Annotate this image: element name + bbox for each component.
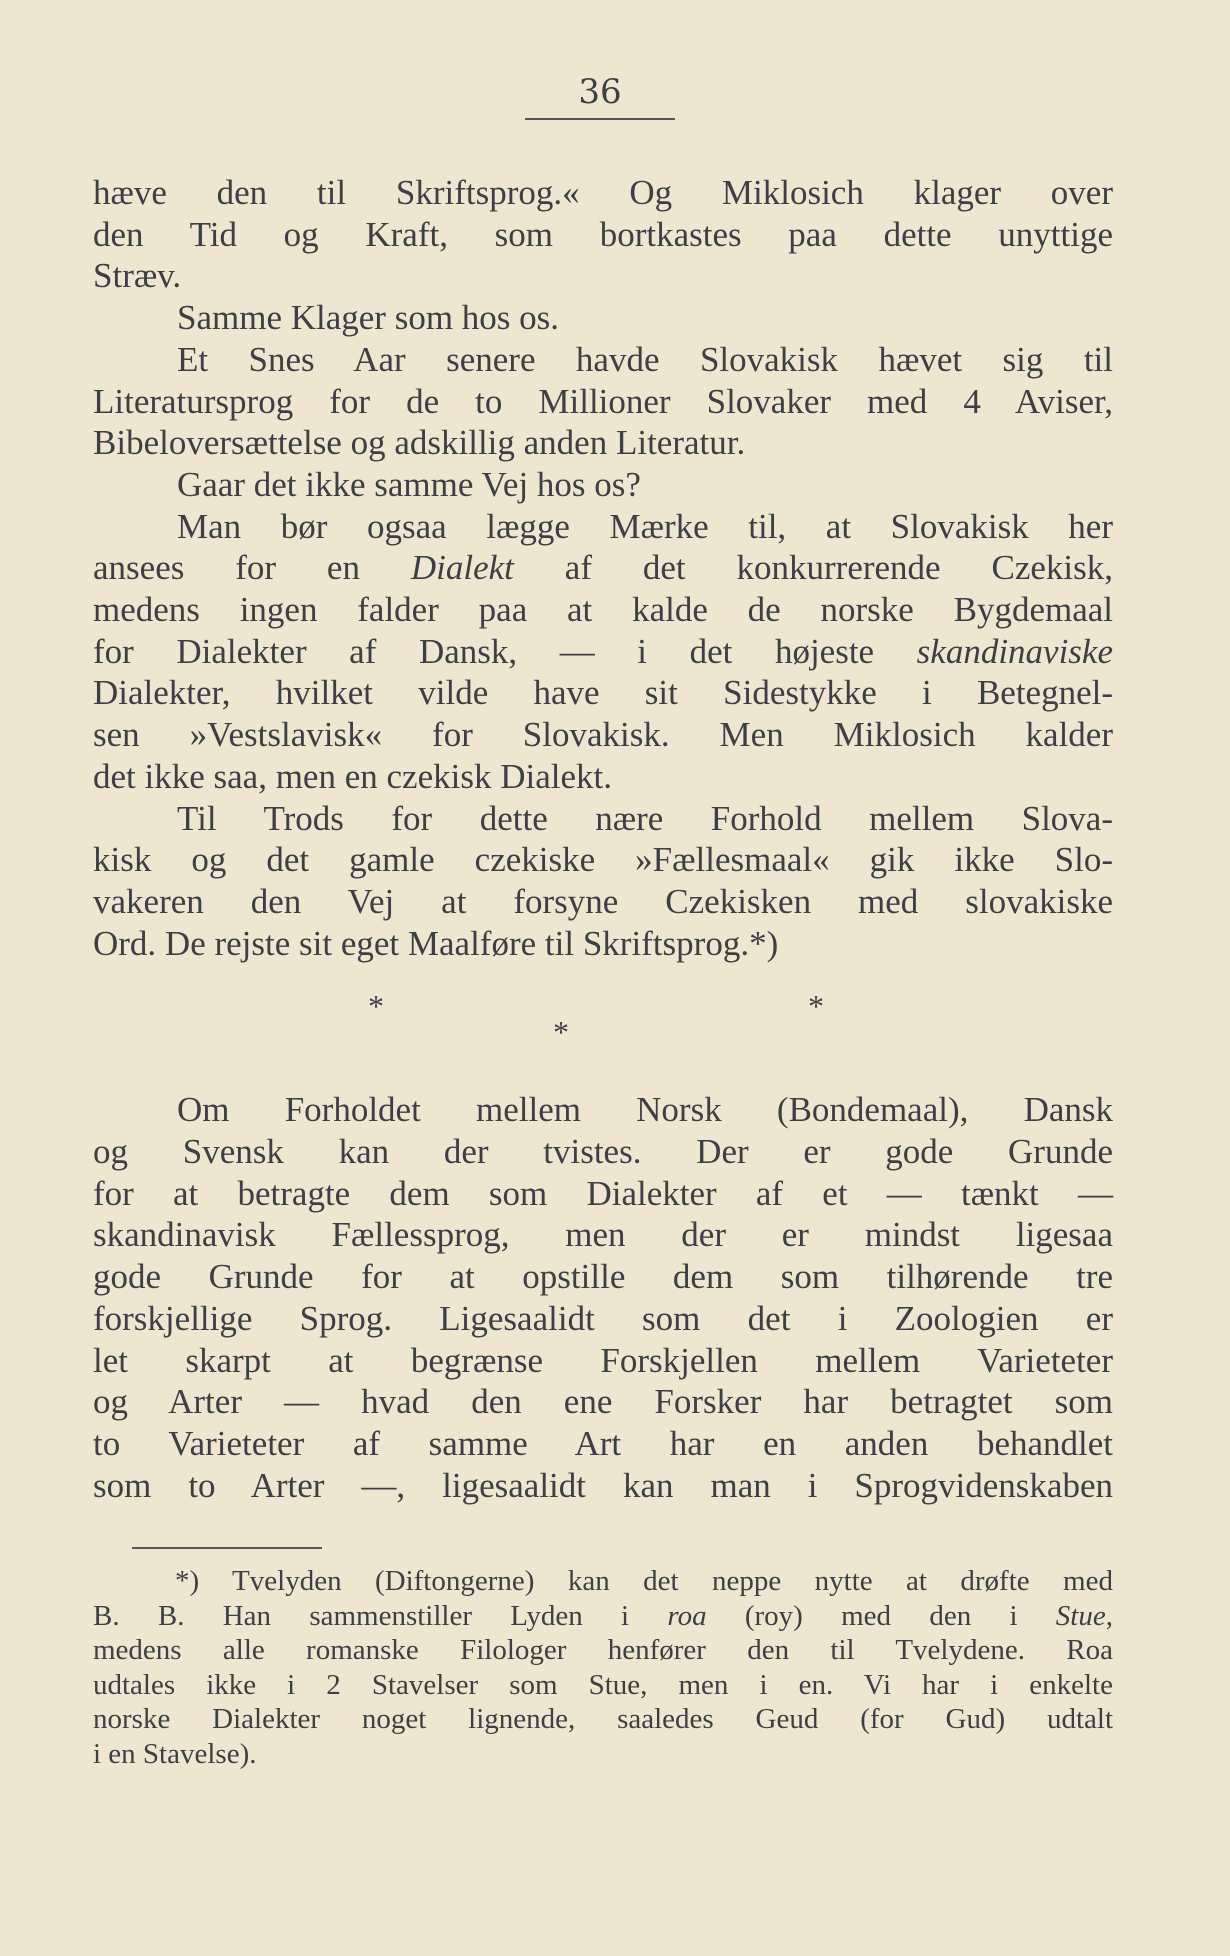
paragraph-3 [93, 339, 1113, 464]
footnote-line: udtales ikke i 2 Stavelser som Stue, men i en. Vi har i enkelte [93, 1668, 1113, 1701]
text-line: som to Arter —, ligesaalidt kan man i Sprogvidenskaben [93, 1465, 1113, 1505]
text-line: kisk og det gamle czekiske »Fællesmaal« gik ikke Slo- [93, 840, 1113, 880]
text-segment: ansees for en [93, 548, 411, 588]
asterism-star: * [808, 988, 824, 1025]
text-line: Samme Klager som hos os. [177, 298, 560, 338]
text-line: Bibeloversættelse og adskillig anden Literatur. [93, 423, 746, 463]
footnote-line: norske Dialekter noget lignende, saaledes Geud (for Gud) udtalt [93, 1703, 1113, 1736]
text-segment: for Dialekter af Dansk, — i det højeste [93, 631, 917, 671]
text-line: Om Forholdet mellem Norsk (Bondemaal), Dansk [177, 1090, 1113, 1130]
asterism-star: * [368, 988, 384, 1025]
footnote-line [93, 1599, 1113, 1634]
page-number: 36 [525, 70, 675, 120]
italic-term: Dialekt [410, 548, 514, 588]
body-text [93, 172, 1113, 1506]
text-line: Stræv. [93, 256, 182, 296]
footnote-line: medens alle romanske Filologer henfører den til Tvelydene. Roa [93, 1634, 1113, 1667]
paragraph-5 [93, 506, 1113, 798]
text-line: vakeren den Vej at forsyne Czekisken med slovakiske [93, 881, 1113, 921]
paragraph-1 [93, 172, 1113, 297]
italic-term: roa [667, 1599, 707, 1632]
text-line: to Varieteter af samme Art har en anden behandlet [93, 1423, 1113, 1463]
footnote [93, 1564, 1113, 1772]
text-segment: (roy) med den i [706, 1599, 1056, 1632]
text-line: Man bør ogsaa lægge Mærke til, at Slovakisk her [177, 506, 1113, 546]
footnote-divider [132, 1547, 322, 1549]
paragraph-6 [93, 798, 1113, 965]
text-segment: , [1105, 1599, 1113, 1632]
text-line: Gaar det ikke samme Vej hos os? [177, 464, 641, 504]
text-line: gode Grunde for at opstille dem som tilhørende tre [93, 1257, 1113, 1297]
text-segment: B. B. Han sammenstiller Lyden i [93, 1599, 668, 1632]
text-line: og Svensk kan der tvistes. Der er gode Grunde [93, 1132, 1113, 1172]
footnote-line: i en Stavelse). [93, 1737, 257, 1770]
paragraph-4 [93, 464, 1113, 506]
text-line: forskjellige Sprog. Ligesaalidt som det i Zoologien er [93, 1298, 1113, 1338]
text-line: Literatursprog for de to Millioner Slovaker med 4 Aviser, [93, 381, 1113, 421]
text-line: den Tid og Kraft, som bortkastes paa dette unyttige [93, 214, 1113, 254]
text-line: og Arter — hvad den ene Forsker har betragtet som [93, 1382, 1113, 1422]
text-line [93, 631, 1113, 673]
text-line: Ord. De rejste sit eget Maalføre til Skriftsprog.*) [93, 923, 779, 963]
text-line: skandinavisk Fællessprog, men der er mindst ligesaa [93, 1215, 1113, 1255]
text-segment: af det konkurrerende Czekisk, [513, 548, 1113, 588]
italic-term: Stue [1055, 1599, 1106, 1632]
text-line: Dialekter, hvilket vilde have sit Sidestykke i Betegnel- [93, 673, 1113, 713]
text-line: hæve den til Skriftsprog.« Og Miklosich klager over [93, 173, 1113, 212]
italic-term: skandinaviske [916, 631, 1113, 671]
asterism-star: * [553, 1014, 569, 1051]
paragraph-2 [93, 297, 1113, 339]
text-line: det ikke saa, men en czekisk Dialekt. [93, 756, 612, 796]
footnote-line: *) Tvelyden (Diftongerne) kan det neppe nytte at drøfte med [175, 1565, 1113, 1597]
text-line [93, 547, 1113, 589]
text-line: medens ingen falder paa at kalde de norske Bygdemaal [93, 590, 1113, 630]
asterism [93, 964, 1113, 1089]
text-line: let skarpt at begrænse Forskjellen mellem Varieteter [93, 1340, 1113, 1380]
text-line: for at betragte dem som Dialekter af et — tænkt — [93, 1173, 1113, 1213]
text-line: Et Snes Aar senere havde Slovakisk hævet sig til [177, 339, 1113, 379]
text-line: Til Trods for dette nære Forhold mellem Slova- [177, 798, 1113, 838]
text-line: sen »Vestslavisk« for Slovakisk. Men Miklosich kalder [93, 715, 1113, 755]
paragraph-7 [93, 1089, 1113, 1506]
